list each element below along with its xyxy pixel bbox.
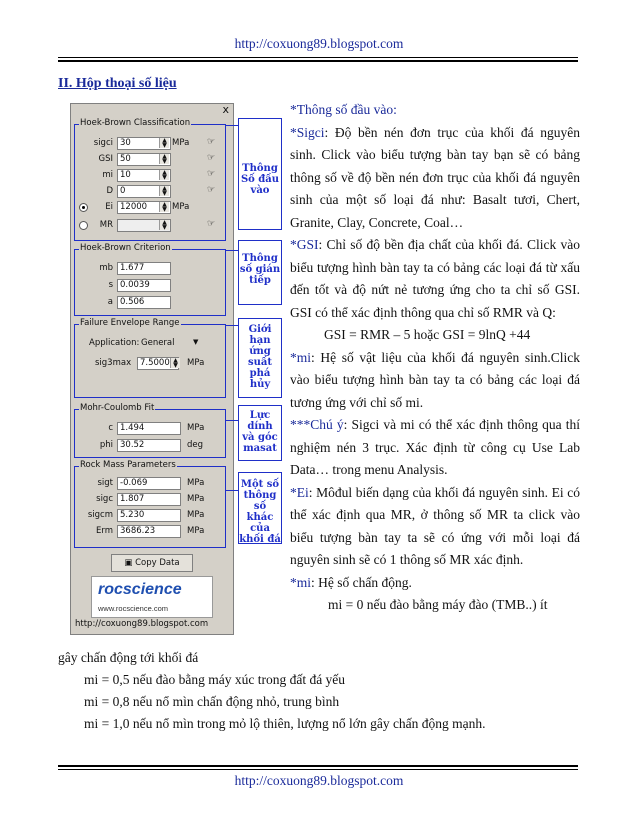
bottom-line: mi = 0,5 nếu đào bằng máy xúc trong đất đá yếu xyxy=(84,672,346,687)
phi-label: phi xyxy=(99,440,113,450)
callout-failure-limit: Giới hạn ứng suất phá hủy xyxy=(238,318,282,398)
ei-label: Ei xyxy=(105,202,113,212)
application-label: Application: xyxy=(89,338,140,348)
sigc-label: sigc xyxy=(96,494,113,504)
mi-paragraph: *mi: Hệ số vật liệu của khối đá nguyên sinh.Click vào biểu tượng hình bàn tay ta có bảng các loại đá tương ứng với chỉ số mi. xyxy=(290,349,580,410)
a-field: 0.506 xyxy=(117,296,171,309)
d-spinner[interactable]: ▲ ▼ xyxy=(159,186,169,196)
bottom-line: mi = 0,8 nếu nổ mìn chấn động nhỏ, trung bình xyxy=(84,694,340,709)
mb-label: mb xyxy=(99,263,113,273)
sigci-row xyxy=(75,137,225,151)
sigci-spinner[interactable]: ▲ ▼ xyxy=(159,138,169,148)
erm-unit: MPa xyxy=(187,526,205,536)
blog-url[interactable]: http://coxuong89.blogspot.com xyxy=(75,619,209,629)
hand-icon[interactable]: ☞ xyxy=(207,219,216,229)
callout-connector xyxy=(226,490,238,491)
sigt-row xyxy=(75,477,225,491)
c-field: 1.494 xyxy=(117,422,181,435)
erm-field: 3686.23 xyxy=(117,525,181,538)
erm-label: Erm xyxy=(96,526,113,536)
group-failure-envelope xyxy=(74,318,226,398)
bottom-text xyxy=(58,647,578,735)
gsi-spinner[interactable]: ▲ ▼ xyxy=(159,154,169,164)
gsi-field[interactable]: 50 xyxy=(117,153,171,166)
hand-icon[interactable]: ☞ xyxy=(207,137,216,147)
mi-field[interactable]: 10 xyxy=(117,169,171,182)
c-unit: MPa xyxy=(187,423,205,433)
hand-icon[interactable]: ☞ xyxy=(207,153,216,163)
rocscience-logo: rocscience www.rocscience.com xyxy=(91,576,213,618)
callout-connector xyxy=(226,420,238,421)
group-hoek-brown-criterion xyxy=(74,243,226,316)
close-icon[interactable]: x xyxy=(222,103,229,116)
group-rock-mass-parameters xyxy=(74,460,226,548)
group-title: Hoek-Brown Classification xyxy=(80,118,191,128)
input-params-heading: *Thông số đầu vào: xyxy=(290,102,397,117)
c-label: c xyxy=(108,423,113,433)
sigcm-field: 5.230 xyxy=(117,509,181,522)
application-row xyxy=(75,337,225,351)
copy-icon: ▣ xyxy=(124,558,136,568)
ei-unit: MPa xyxy=(172,202,190,212)
footer-url[interactable]: http://coxuong89.blogspot.com xyxy=(234,773,404,788)
sigcm-label: sigcm xyxy=(87,510,113,520)
sig3max-spinner[interactable]: ▲ ▼ xyxy=(170,358,180,368)
callout-cohesion-friction: Lực dính và góc masat xyxy=(238,405,282,461)
group-mohr-coulomb xyxy=(74,403,226,458)
mi-spinner[interactable]: ▲ ▼ xyxy=(159,170,169,180)
gsi-paragraph: *GSI: Chỉ số độ bền địa chất của khối đá. Click vào biểu tượng hình bàn tay ta có bảng các loại đá từ xấu đến tốt và độ nứt nẻ tương ứng cho ta chỉ số GSI. GSI có thể xác định thông qua chỉ số RMR và Q: xyxy=(290,237,580,320)
s-label: s xyxy=(108,280,113,290)
sig3max-unit: MPa xyxy=(187,358,205,368)
gsi-row xyxy=(75,153,225,167)
group-title: Failure Envelope Range xyxy=(80,318,180,328)
group-title: Mohr-Coulomb Fit xyxy=(80,403,155,413)
sigc-row xyxy=(75,493,225,507)
gsi-formula: GSI = RMR – 5 hoặc GSI = 9lnQ +44 xyxy=(324,327,531,342)
mr-label: MR xyxy=(99,220,113,230)
sigci-label: sigci xyxy=(93,138,113,148)
sigcm-row xyxy=(75,509,225,523)
erm-row xyxy=(75,525,225,539)
s-row xyxy=(75,279,225,293)
chevron-down-icon[interactable]: ▼ xyxy=(193,338,199,346)
sigci-unit: MPa xyxy=(172,138,190,148)
header-url[interactable]: http://coxuong89.blogspot.com xyxy=(234,36,404,51)
d-label: D xyxy=(106,186,113,196)
sigci-field[interactable]: 30 xyxy=(117,137,171,150)
phi-row xyxy=(75,439,225,453)
group-hoek-brown-classification xyxy=(74,118,226,241)
copy-data-button[interactable]: ▣ Copy Data xyxy=(111,554,193,572)
note-paragraph: ***Chú ý: Sigci và mi có thể xác định thông qua thí nghiệm nén 3 trục. Xác định từ công cụ Use Lab Data… trong menu Analysis. xyxy=(290,417,580,477)
application-select[interactable]: General xyxy=(141,338,175,348)
header-rule-thick xyxy=(58,60,578,62)
phi-field: 30.52 xyxy=(117,439,181,452)
hand-icon[interactable]: ☞ xyxy=(207,169,216,179)
callout-connector xyxy=(226,250,238,251)
bottom-line: mi = 1,0 nếu nổ mìn trong mỏ lộ thiên, lượng nổ lớn gây chấn động mạnh. xyxy=(84,716,486,731)
callout-connector xyxy=(226,325,238,326)
a-label: a xyxy=(107,297,113,307)
sig3max-field[interactable]: 7.5000 xyxy=(137,357,179,370)
mi-row xyxy=(75,169,225,183)
data-dialog xyxy=(70,103,234,635)
ei-spinner[interactable]: ▲ ▼ xyxy=(159,202,169,212)
sigt-field: -0.069 xyxy=(117,477,181,490)
bottom-line: gây chấn động tới khối đá xyxy=(58,650,199,665)
mr-row xyxy=(75,219,225,233)
mb-row xyxy=(75,262,225,276)
sigc-field: 1.807 xyxy=(117,493,181,506)
mb-field: 1.677 xyxy=(117,262,171,275)
footer-rule xyxy=(58,769,578,770)
vibration-case-0: mi = 0 nếu đào bằng máy đào (TMB..) ít xyxy=(328,597,548,612)
sigci-paragraph: *Sigci: Độ bền nén đơn trục của khối đá nguyên sinh. Click vào biểu tượng bàn tay bạn sẽ có bảng thông số về độ bền nén đơn trục của khối đá nguyên sinh của một số loại đá như: Basalt tươi, Chert, Granite, Clay, Concrete, Coal… xyxy=(290,124,580,230)
sigcm-unit: MPa xyxy=(187,510,205,520)
sigc-unit: MPa xyxy=(187,494,205,504)
footer-rule-thick xyxy=(58,765,578,767)
explanation-text xyxy=(290,99,580,617)
sigt-label: sigt xyxy=(97,478,113,488)
callout-indirect-params: Thông số gián tiếp xyxy=(238,240,282,305)
d-row xyxy=(75,185,225,199)
mi-label: mi xyxy=(102,170,113,180)
section-title: II. Hộp thoại số liệu xyxy=(58,76,177,91)
hand-icon[interactable]: ☞ xyxy=(207,185,216,195)
ei-paragraph: *Ei: Môđul biến dạng của khối đá nguyên sinh. Ei có thể xác định qua MR, ở thông số MR ta click vào biểu tượng bàn tay ta sẽ có ứng với mỗi loại đá nguyên sinh sẽ có 1 thông số MR xác định. xyxy=(290,484,580,567)
callout-other-params: Một số thông số khác của khối đá xyxy=(238,472,282,544)
sig3max-label: sig3max xyxy=(95,358,132,368)
ei-row xyxy=(75,201,225,215)
callout-connector xyxy=(226,125,238,126)
ei-field[interactable]: 12000 xyxy=(117,201,171,214)
mr-spinner[interactable]: ▲ ▼ xyxy=(159,220,169,230)
a-row xyxy=(75,296,225,310)
sigt-unit: MPa xyxy=(187,478,205,488)
s-field: 0.0039 xyxy=(117,279,171,292)
callout-input-params: Thông Số đầu vào xyxy=(238,118,282,230)
group-title: Rock Mass Parameters xyxy=(80,460,176,470)
header-rule xyxy=(58,57,578,58)
d-field[interactable]: 0 xyxy=(117,185,171,198)
vibration-paragraph: *mi: Hệ số chấn động. xyxy=(290,574,412,590)
group-title: Hoek-Brown Criterion xyxy=(80,243,171,253)
c-row xyxy=(75,422,225,436)
phi-unit: deg xyxy=(187,440,204,450)
sig3max-row xyxy=(75,357,225,371)
gsi-label: GSI xyxy=(98,154,113,164)
